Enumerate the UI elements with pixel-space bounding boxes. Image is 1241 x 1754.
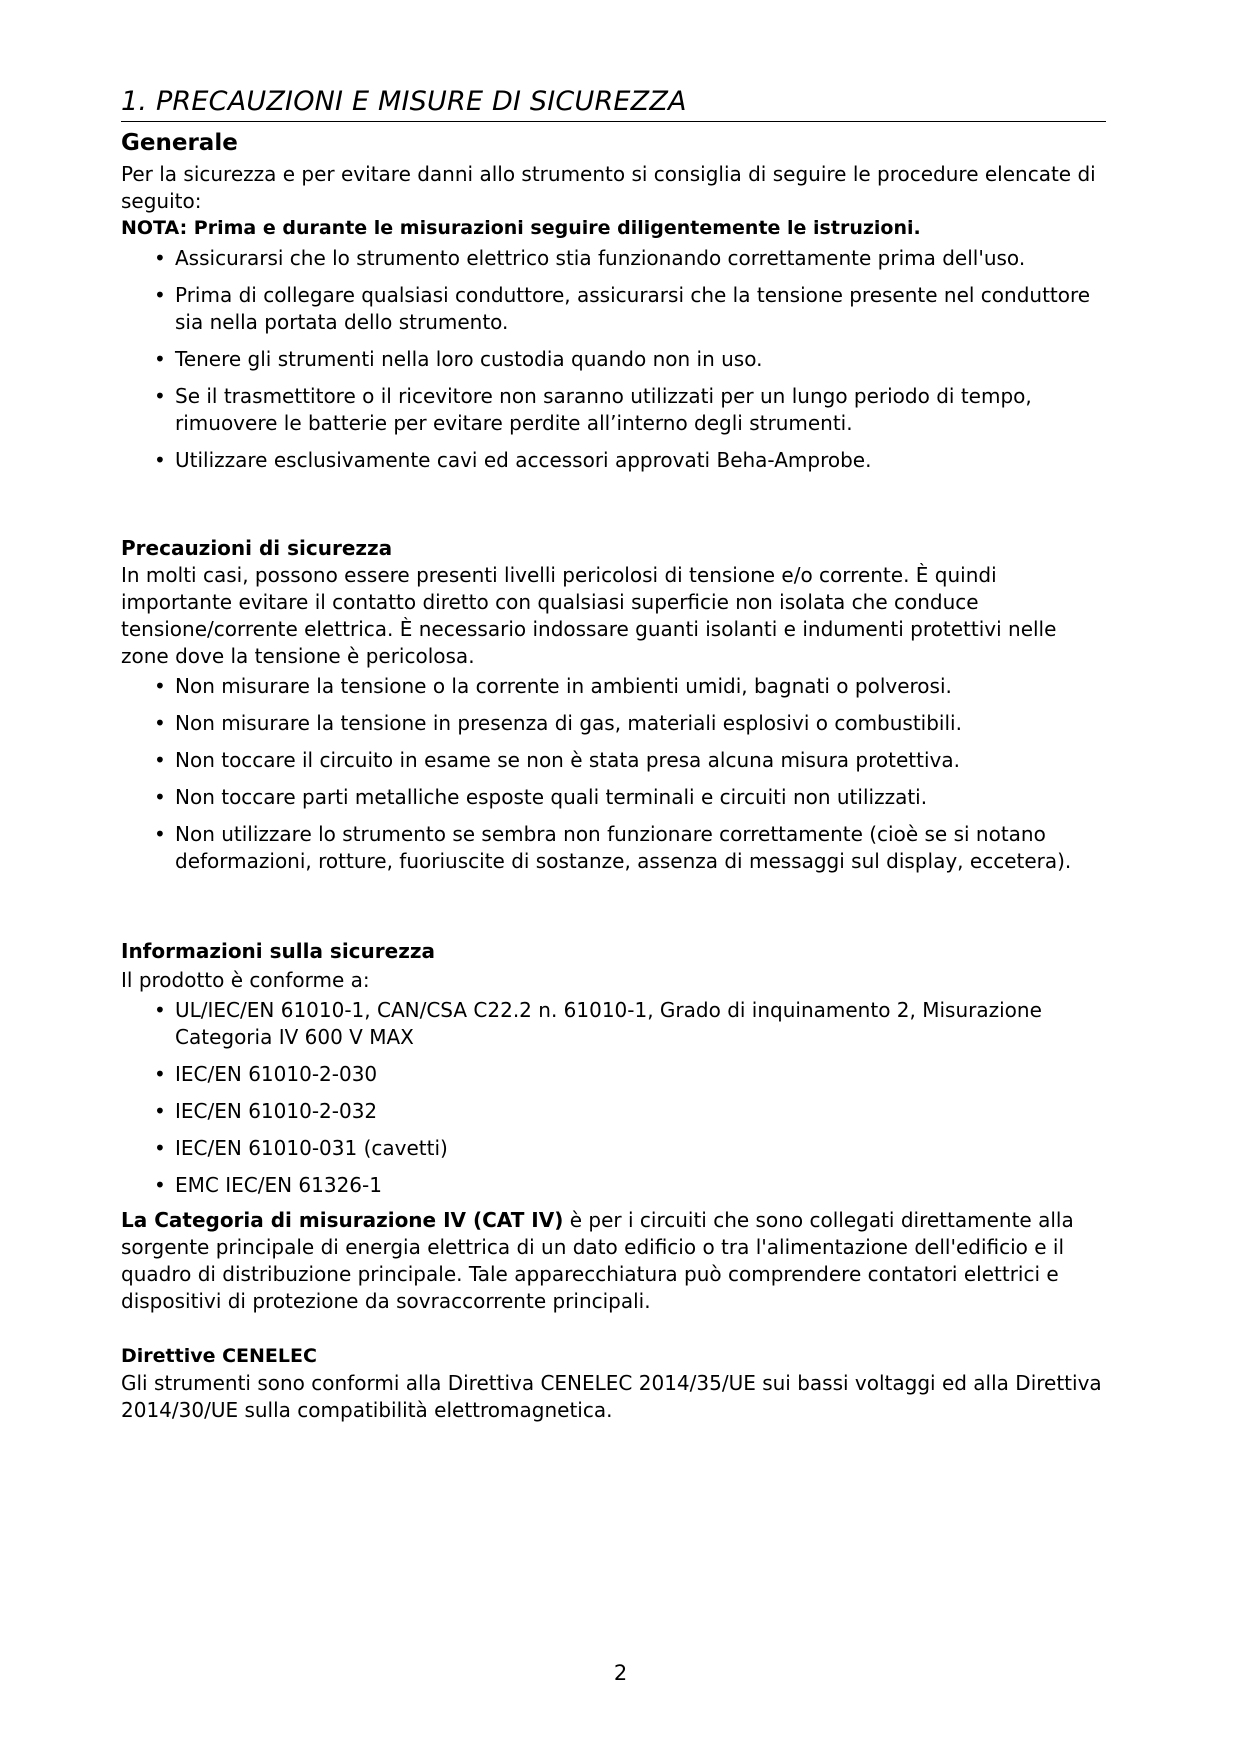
bullet-icon: • [154, 448, 166, 472]
bullet-icon: • [154, 246, 166, 270]
list-item: • Non toccare il circuito in esame se non è stata presa alcuna misura protettiva. [154, 748, 960, 772]
direttive-text: Gli strumenti sono conformi alla Direttiva CENELEC 2014/35/UE sui bassi voltaggi ed alla Direttiva 2014/30/UE sulla compatibilità elettromagnetica. [121, 1371, 1102, 1422]
bullet-icon: • [154, 998, 166, 1022]
bullet-icon: • [154, 748, 166, 772]
generale-list [121, 245, 1106, 474]
section-generale [121, 128, 1106, 474]
list-item: • Tenere gli strumenti nella loro custodia quando non in uso. [154, 347, 763, 371]
informazioni-heading: Informazioni sulla sicurezza [121, 939, 435, 963]
generale-intro: Per la sicurezza e per evitare danni allo strumento si consiglia di seguire le procedure elencate di seguito: [121, 162, 1096, 213]
bullet-icon: • [154, 711, 166, 735]
generale-heading: Generale [121, 130, 238, 156]
bullet-icon: • [154, 283, 166, 307]
list-item: • IEC/EN 61010-031 (cavetti) [154, 1136, 448, 1160]
bullet-icon: • [154, 674, 166, 698]
precauzioni-heading: Precauzioni di sicurezza [121, 536, 393, 560]
section-title: 1. PRECAUZIONI E MISURE DI SICUREZZA [121, 86, 1106, 122]
bullet-icon: • [154, 1062, 166, 1086]
generale-note: NOTA: Prima e durante le misurazioni seguire diligentemente le istruzioni. [121, 217, 921, 239]
list-item: • Assicurarsi che lo strumento elettrico stia funzionando correttamente prima dell'uso. [154, 246, 1026, 270]
list-item: • EMC IEC/EN 61326-1 [154, 1173, 382, 1197]
page-number: 2 [613, 1661, 628, 1685]
list-item: • Non utilizzare lo strumento se sembra non funzionare correttamente (cioè se si notano deformazioni, rotture, fuoriuscite di sostanze, assenza di messaggi sul display, eccetera). [154, 822, 1072, 873]
section-direttive [121, 1342, 1106, 1424]
category-paragraph [121, 1207, 1106, 1315]
page-content [121, 86, 1106, 1424]
informazioni-intro: Il prodotto è conforme a: [121, 968, 370, 992]
category-bold: La Categoria di misurazione IV (CAT IV) [121, 1208, 564, 1232]
bullet-icon: • [154, 347, 166, 371]
bullet-icon: • [154, 1173, 166, 1197]
list-item: • Prima di collegare qualsiasi conduttore, assicurarsi che la tensione presente nel conduttore sia nella portata dello strumento. [154, 283, 1091, 334]
list-item: • IEC/EN 61010-2-030 [154, 1062, 378, 1086]
bullet-icon: • [154, 785, 166, 809]
section-precauzioni [121, 534, 1106, 875]
precauzioni-list [121, 673, 1106, 875]
direttive-heading: Direttive CENELEC [121, 1345, 317, 1367]
precauzioni-intro: In molti casi, possono essere presenti livelli pericolosi di tensione e/o corrente. È quindi importante evitare il contatto diretto con qualsiasi superficie non isolata che conduce tensione/corrente elettrica. È necessario indossare guanti isolanti e indumenti protettivi nelle zone dove la tensione è pericolosa. [121, 563, 1057, 668]
category-text: è per i circuiti che sono collegati direttamente alla sorgente principale di energia elettrica di un dato edificio o tra l'alimentazione dell'edificio e il quadro di distribuzione principale. Tale apparecchiatura può comprendere contatori elettrici e dispositivi di protezione da sovraccorrente principali. [121, 1208, 1074, 1313]
list-item: • Non misurare la tensione o la corrente in ambienti umidi, bagnati o polverosi. [154, 674, 952, 698]
list-item: • Utilizzare esclusivamente cavi ed accessori approvati Beha-Amprobe. [154, 448, 872, 472]
bullet-icon: • [154, 1136, 166, 1160]
list-item: • UL/IEC/EN 61010-1, CAN/CSA C22.2 n. 61010-1, Grado di inquinamento 2, Misurazione Categoria IV 600 V MAX [154, 998, 1042, 1049]
bullet-icon: • [154, 384, 166, 408]
list-item: • Non misurare la tensione in presenza di gas, materiali esplosivi o combustibili. [154, 711, 962, 735]
informazioni-list [121, 997, 1106, 1199]
bullet-icon: • [154, 822, 166, 846]
bullet-icon: • [154, 1099, 166, 1123]
list-item: • IEC/EN 61010-2-032 [154, 1099, 378, 1123]
list-item: • Se il trasmettitore o il ricevitore non saranno utilizzati per un lungo periodo di tempo, rimuovere le batterie per evitare perdite all’interno degli strumenti. [154, 384, 1032, 435]
list-item: • Non toccare parti metalliche esposte quali terminali e circuiti non utilizzati. [154, 785, 928, 809]
section-informazioni [121, 937, 1106, 1315]
